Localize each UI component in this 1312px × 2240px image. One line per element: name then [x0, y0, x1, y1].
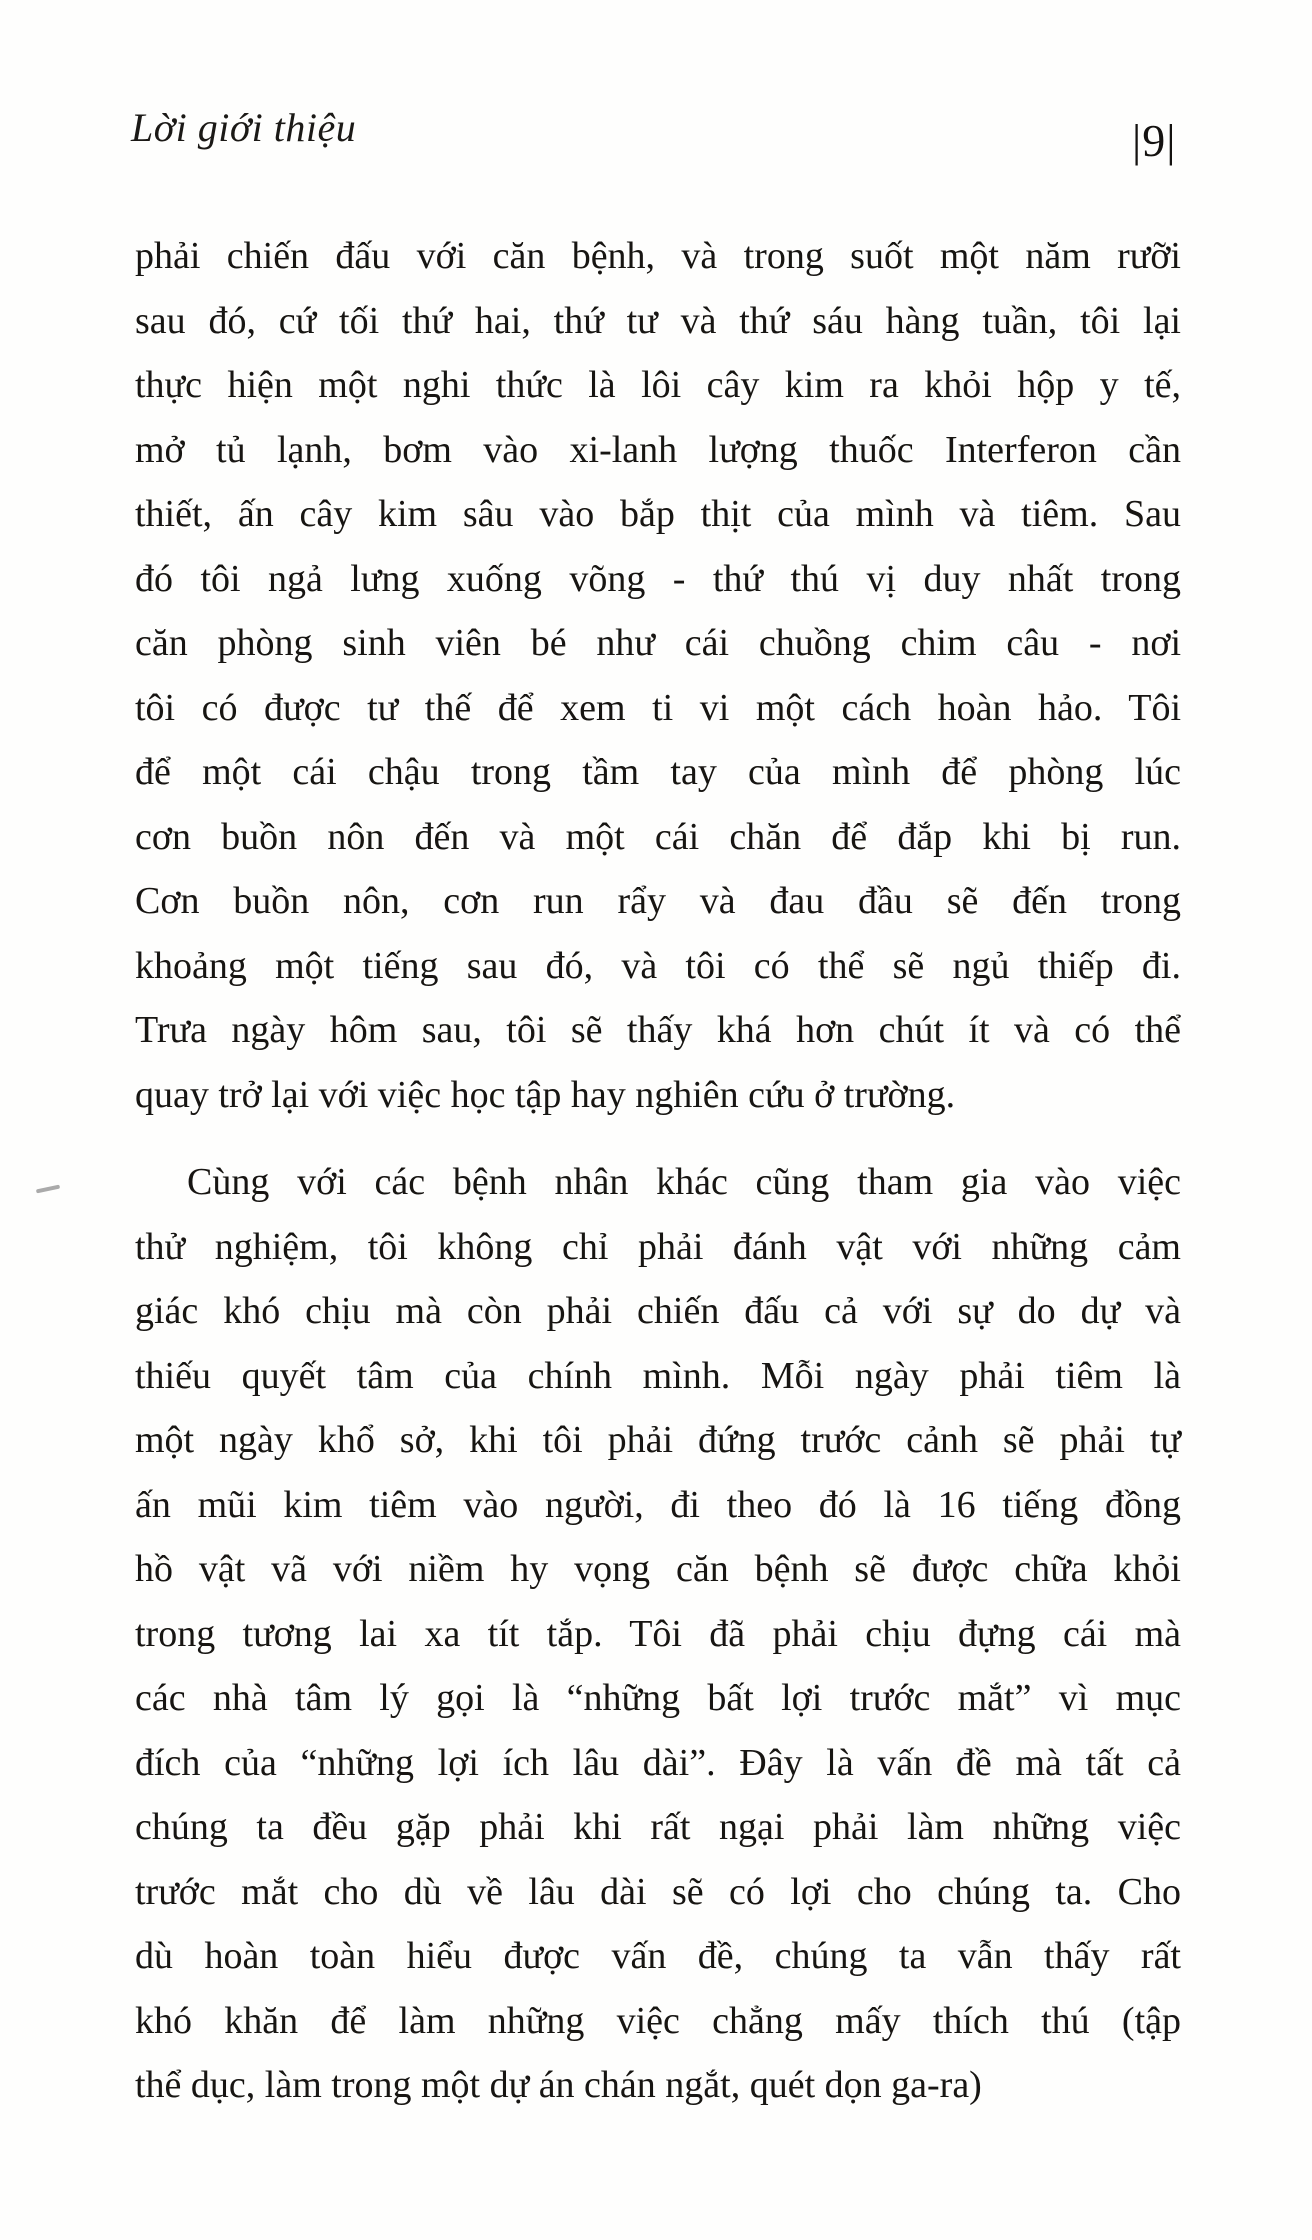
text-line: ấn mũi kim tiêm vào người, đi theo đó là 16 tiếng đồng [135, 1483, 1181, 1526]
text-line: đích của “những lợi ích lâu dài”. Đây là vấn đề mà tất cả [135, 1741, 1181, 1784]
text-line: quay trở lại với việc học tập hay nghiên cứu ở trường. [135, 1073, 956, 1116]
text-line: khó khăn để làm những việc chẳng mấy thích thú (tập [135, 1999, 1181, 2042]
text-line: sau đó, cứ tối thứ hai, thứ tư và thứ sáu hàng tuần, tôi lại [135, 299, 1181, 342]
text-line: khoảng một tiếng sau đó, và tôi có thể sẽ ngủ thiếp đi. [135, 944, 1181, 987]
text-line: thể dục, làm trong một dự án chán ngắt, quét dọn ga-ra) [135, 2064, 982, 2106]
page-number: |9| [1132, 115, 1177, 166]
text-line: Cơn buồn nôn, cơn run rẩy và đau đầu sẽ đến trong [135, 880, 1181, 922]
text-line: thực hiện một nghi thức là lôi cây kim ra khỏi hộp y tế, [135, 364, 1181, 406]
text-line: một ngày khổ sở, khi tôi phải đứng trước cảnh sẽ phải tự [135, 1419, 1181, 1461]
text-line: các nhà tâm lý gọi là “những bất lợi trước mắt” vì mục [135, 1677, 1181, 1719]
text-line: hồ vật vã với niềm hy vọng căn bệnh sẽ được chữa khỏi [135, 1548, 1181, 1590]
stray-pencil-mark [36, 1185, 60, 1194]
text-line: thiết, ấn cây kim sâu vào bắp thịt của mình và tiêm. Sau [135, 493, 1181, 535]
text-line: tôi có được tư thế để xem ti vi một cách hoàn hảo. Tôi [135, 686, 1181, 729]
paragraph [135, 1150, 1181, 2118]
text-line: chúng ta đều gặp phải khi rất ngại phải làm những việc [135, 1806, 1181, 1848]
text-line: dù hoàn toàn hiểu được vấn đề, chúng ta vẫn thấy rất [135, 1935, 1181, 1977]
body-text [135, 224, 1181, 2118]
text-line: căn phòng sinh viên bé như cái chuồng chim câu - nơi [135, 622, 1181, 664]
text-line: giác khó chịu mà còn phải chiến đấu cả với sự do dự và [135, 1290, 1181, 1332]
text-line: Trưa ngày hôm sau, tôi sẽ thấy khá hơn chút ít và có thể [135, 1009, 1181, 1051]
text-line: thử nghiệm, tôi không chỉ phải đánh vật với những cảm [135, 1225, 1181, 1268]
running-title: Lời giới thiệu [131, 105, 357, 150]
text-line: cơn buồn nôn đến và một cái chăn để đắp khi bị run. [135, 815, 1181, 858]
text-line: phải chiến đấu với căn bệnh, và trong suốt một năm rưỡi [135, 235, 1181, 277]
text-line: để một cái chậu trong tầm tay của mình để phòng lúc [135, 751, 1181, 793]
text-line: đó tôi ngả lưng xuống võng - thứ thú vị duy nhất trong [135, 557, 1181, 600]
text-line: thiếu quyết tâm của chính mình. Mỗi ngày phải tiêm là [135, 1354, 1181, 1397]
text-line: trong tương lai xa tít tắp. Tôi đã phải chịu đựng cái mà [135, 1612, 1181, 1655]
text-line: trước mắt cho dù về lâu dài sẽ có lợi cho chúng ta. Cho [135, 1870, 1181, 1913]
paragraph [135, 224, 1181, 1127]
text-line: mở tủ lạnh, bơm vào xi-lanh lượng thuốc Interferon cần [135, 428, 1181, 471]
text-line: Cùng với các bệnh nhân khác cũng tham gia vào việc [187, 1161, 1181, 1203]
